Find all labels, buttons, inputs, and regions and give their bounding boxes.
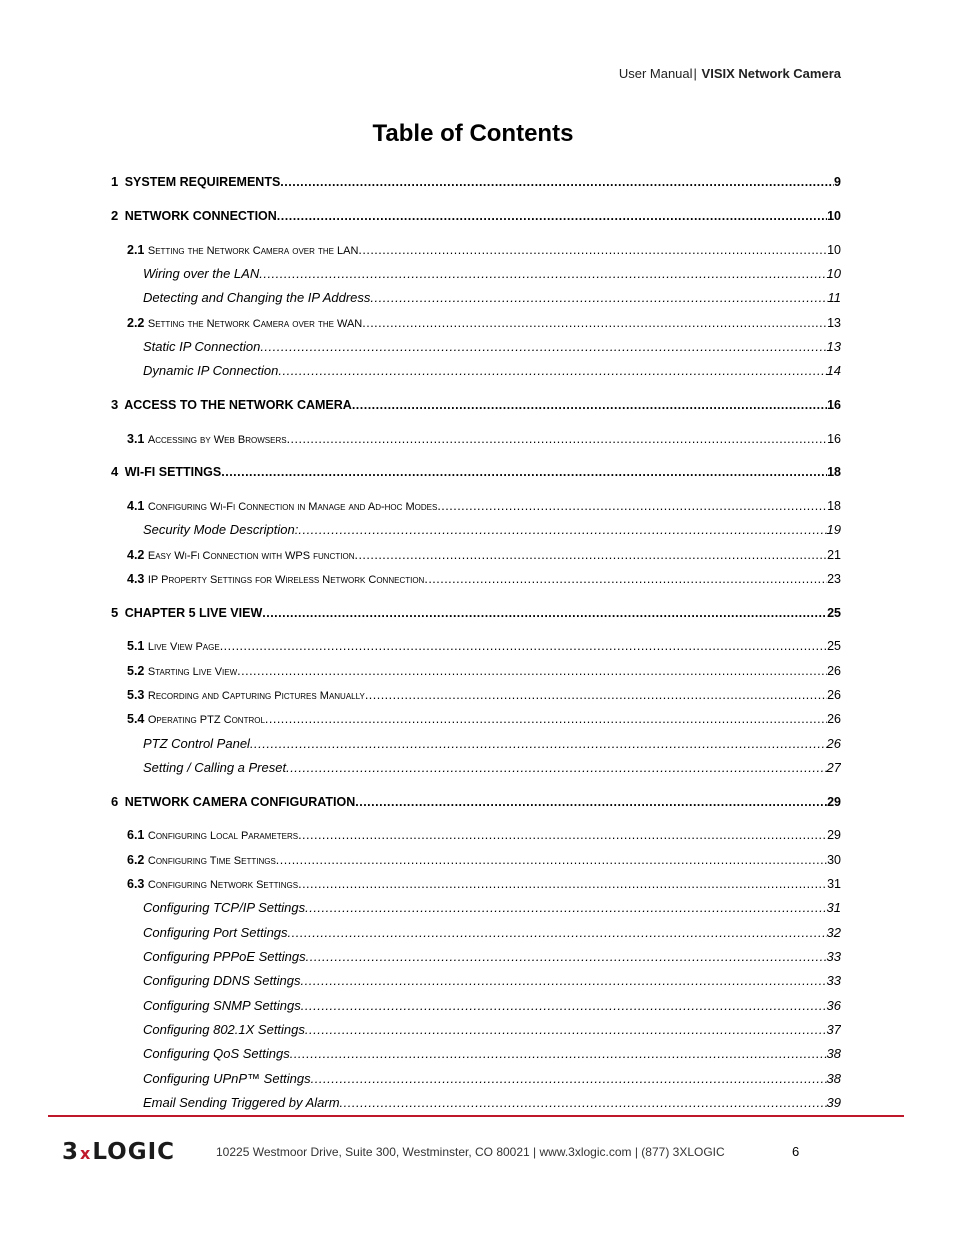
toc-entry-number: 4 xyxy=(111,464,119,479)
toc-entry-number: 5.1 xyxy=(127,639,145,653)
toc-entry-number: 5 xyxy=(111,605,119,620)
manual-label: User Manual xyxy=(618,66,693,81)
toc-leader-dots xyxy=(370,288,827,308)
toc-leader-dots xyxy=(237,661,827,681)
toc-entry-number: 2.1 xyxy=(127,243,145,257)
toc-entry[interactable] xyxy=(111,462,841,482)
toc-entry-label xyxy=(143,1093,340,1113)
toc-entry[interactable] xyxy=(143,520,841,540)
page-number: 6 xyxy=(792,1144,800,1159)
toc-entry[interactable] xyxy=(143,971,841,991)
toc-page-number: 19 xyxy=(826,522,841,537)
toc-page-number: 26 xyxy=(827,712,841,726)
toc-entry-text: Static IP Connection xyxy=(143,339,261,354)
toc-entry-number: 2.2 xyxy=(127,316,145,330)
toc-leader-dots xyxy=(298,825,827,845)
toc-entry-label xyxy=(143,361,278,381)
toc-entry-number: 6.2 xyxy=(127,853,145,867)
toc-entry[interactable] xyxy=(127,685,841,705)
toc-entry-label xyxy=(111,603,262,623)
header-separator: | xyxy=(693,66,697,81)
toc-page-number: 9 xyxy=(834,175,841,189)
toc-entry-number: 6.1 xyxy=(127,828,145,842)
toc-page-number: 18 xyxy=(827,465,841,479)
toc-leader-dots xyxy=(260,337,826,357)
toc-page-number: 31 xyxy=(826,900,841,915)
toc-entry-label xyxy=(143,1044,290,1064)
toc-page-number: 18 xyxy=(827,499,841,513)
logo-suffix: LOGIC xyxy=(92,1139,176,1165)
toc-entry-label xyxy=(127,874,298,894)
toc-entry[interactable] xyxy=(111,172,841,192)
toc-entry-text: Setting the Network Camera over the WAN xyxy=(147,318,363,330)
toc-page-number: 38 xyxy=(826,1071,841,1086)
toc-entry-text: Configuring Wi-Fi Connection in Manage and Ad-hoc Modes xyxy=(147,501,438,513)
toc-entry[interactable] xyxy=(111,206,841,226)
toc-page-number: 38 xyxy=(826,1046,841,1061)
toc-entry-label xyxy=(111,206,277,226)
toc-entry-label xyxy=(143,288,370,308)
toc-page-number: 29 xyxy=(827,828,841,842)
toc-entry[interactable] xyxy=(143,923,841,943)
toc-entry-label xyxy=(111,792,355,812)
toc-entry-text: Security Mode Description: xyxy=(143,522,299,537)
toc-entry-text: Recording and Capturing Pictures Manually xyxy=(147,690,365,702)
toc-entry-text: Setting / Calling a Preset xyxy=(143,760,287,775)
toc-entry[interactable] xyxy=(127,569,841,589)
toc-entry-number: 4.1 xyxy=(127,499,145,513)
toc-entry-label xyxy=(127,825,298,845)
toc-entry[interactable] xyxy=(127,240,841,260)
toc-entry-text: Configuring UPnP™ Settings xyxy=(143,1071,311,1086)
toc-leader-dots xyxy=(311,1069,827,1089)
toc-entry-label xyxy=(127,496,437,516)
toc-entry-text: Configuring Time Settings xyxy=(147,855,276,867)
logo-x: x xyxy=(80,1144,92,1163)
toc-entry[interactable] xyxy=(111,792,841,812)
toc-entry[interactable] xyxy=(127,874,841,894)
toc-entry-label xyxy=(127,661,237,681)
toc-entry[interactable] xyxy=(127,429,841,449)
toc-leader-dots xyxy=(298,520,826,540)
toc-entry[interactable] xyxy=(143,337,841,357)
toc-leader-dots xyxy=(288,923,827,943)
toc-entry[interactable] xyxy=(127,850,841,870)
toc-entry-text: PTZ Control Panel xyxy=(143,736,250,751)
toc-leader-dots xyxy=(220,636,827,656)
toc-leader-dots xyxy=(262,603,827,623)
toc-page-number: 26 xyxy=(827,688,841,702)
toc-entry-text: Configuring Port Settings xyxy=(143,925,288,940)
toc-entry-text: Wiring over the LAN xyxy=(143,266,260,281)
toc-entry-text: NETWORK CAMERA CONFIGURATION xyxy=(124,795,356,809)
toc-entry[interactable] xyxy=(127,709,841,729)
toc-leader-dots xyxy=(301,971,827,991)
toc-entry-number: 2 xyxy=(111,208,119,223)
toc-page-number: 16 xyxy=(827,432,841,446)
toc-leader-dots xyxy=(424,569,827,589)
toc-page-number: 11 xyxy=(827,290,841,305)
toc-entry-label xyxy=(127,636,220,656)
toc-entry-text: Starting Live View xyxy=(147,666,238,678)
toc-entry[interactable] xyxy=(127,545,841,565)
toc-page-number: 23 xyxy=(827,572,841,586)
toc-page-number: 31 xyxy=(827,877,841,891)
toc-entry-label xyxy=(127,429,287,449)
toc-entry-text: Live View Page xyxy=(147,641,220,653)
toc-entry-text: Dynamic IP Connection xyxy=(143,363,279,378)
toc-entry-text: ACCESS TO THE NETWORK CAMERA xyxy=(124,398,352,412)
toc-entry-label xyxy=(143,758,286,778)
toc-leader-dots xyxy=(305,1020,827,1040)
toc-entry-label xyxy=(127,545,354,565)
toc-entry[interactable] xyxy=(143,1020,841,1040)
toc-entry[interactable] xyxy=(143,1069,841,1089)
toc-entry-number: 4.2 xyxy=(127,548,145,562)
logo-prefix: 3 xyxy=(62,1139,80,1165)
toc-page-number: 36 xyxy=(826,998,841,1013)
toc-entry-text: Operating PTZ Control xyxy=(147,714,265,726)
toc-entry[interactable] xyxy=(143,288,841,308)
toc-entry[interactable] xyxy=(143,996,841,1016)
toc-entry-number: 6 xyxy=(111,794,119,809)
toc-entry-label xyxy=(143,1069,311,1089)
toc-entry[interactable] xyxy=(111,395,841,415)
toc-entry[interactable] xyxy=(111,603,841,623)
toc-page-number: 29 xyxy=(827,795,841,809)
toc-leader-dots xyxy=(286,758,826,778)
footer-divider xyxy=(48,1115,904,1117)
toc-entry-number: 3 xyxy=(111,397,119,412)
toc-page-number: 25 xyxy=(827,639,841,653)
toc-leader-dots xyxy=(358,240,827,260)
toc-leader-dots xyxy=(352,395,827,415)
toc-entry-number: 5.2 xyxy=(127,664,145,678)
toc-entry-text: Setting the Network Camera over the LAN xyxy=(147,245,359,257)
toc-leader-dots xyxy=(276,850,827,870)
toc-entry-text: SYSTEM REQUIREMENTS xyxy=(124,175,281,189)
toc-entry-text: Easy Wi-Fi Connection with WPS function xyxy=(147,550,355,562)
toc-page-number: 13 xyxy=(826,339,841,354)
toc-entry-label xyxy=(127,685,365,705)
toc-entry-text: Configuring TCP/IP Settings xyxy=(143,900,306,915)
toc-entry-label xyxy=(127,569,424,589)
toc-entry-text: Configuring Network Settings xyxy=(147,879,299,891)
toc-entry[interactable] xyxy=(127,496,841,516)
toc-entry-label xyxy=(143,898,305,918)
toc-entry-text: Configuring PPPoE Settings xyxy=(143,949,306,964)
toc-entry-text: Email Sending Triggered by Alarm xyxy=(143,1095,340,1110)
toc-page-number: 10 xyxy=(827,243,841,257)
toc-leader-dots xyxy=(365,685,827,705)
toc-entry[interactable] xyxy=(143,947,841,967)
toc-entry-label xyxy=(143,947,306,967)
toc-leader-dots xyxy=(287,429,828,449)
toc-entry[interactable] xyxy=(143,1093,841,1113)
toc-page-number: 39 xyxy=(826,1095,841,1110)
toc-entry-text: Configuring DDNS Settings xyxy=(143,973,301,988)
toc-leader-dots xyxy=(355,792,827,812)
toc-entry-label xyxy=(143,337,260,357)
toc-entry-text: Configuring QoS Settings xyxy=(143,1046,290,1061)
toc-page-number: 14 xyxy=(826,363,841,378)
toc-entry[interactable] xyxy=(127,825,841,845)
toc-entry[interactable] xyxy=(127,313,841,333)
toc-page-number: 10 xyxy=(826,266,841,281)
toc-leader-dots xyxy=(221,462,827,482)
product-name: VISIX Network Camera xyxy=(701,66,841,81)
toc-entry-label xyxy=(111,172,280,192)
toc-leader-dots xyxy=(306,947,827,967)
toc-entry[interactable] xyxy=(143,264,841,284)
toc-leader-dots xyxy=(259,264,826,284)
toc-entry-label xyxy=(127,709,265,729)
toc-entry-label xyxy=(111,395,352,415)
toc-entry-text: CHAPTER 5 LIVE VIEW xyxy=(124,606,263,620)
toc-entry-number: 6.3 xyxy=(127,877,145,891)
toc-entry-number: 4.3 xyxy=(127,572,145,586)
toc-entry-number: 5.3 xyxy=(127,688,145,702)
toc-entry-text: Accessing by Web Browsers xyxy=(147,434,287,446)
company-logo xyxy=(62,1140,175,1164)
toc-entry[interactable] xyxy=(143,758,841,778)
toc-entry-text: IP Property Settings for Wireless Network Connection xyxy=(147,574,425,586)
toc-leader-dots xyxy=(277,206,827,226)
toc-entry-label xyxy=(111,462,221,482)
toc-page-number: 16 xyxy=(827,398,841,412)
toc-entry[interactable] xyxy=(143,361,841,381)
toc-entry-label xyxy=(127,850,276,870)
toc-entry-text: WI-FI SETTINGS xyxy=(124,465,222,479)
toc-entry[interactable] xyxy=(127,661,841,681)
toc-leader-dots xyxy=(290,1044,827,1064)
toc-entry-number: 3.1 xyxy=(127,432,145,446)
toc-entry-label xyxy=(143,996,301,1016)
toc-entry[interactable] xyxy=(127,636,841,656)
toc-entry-label xyxy=(127,313,362,333)
toc-leader-dots xyxy=(278,361,826,381)
toc-entry-number: 1 xyxy=(111,174,119,189)
toc-leader-dots xyxy=(340,1093,827,1113)
toc-leader-dots xyxy=(280,172,834,192)
toc-page-number: 21 xyxy=(827,548,841,562)
toc-entry-label xyxy=(143,923,288,943)
toc-entry-label xyxy=(143,264,259,284)
toc-leader-dots xyxy=(305,898,826,918)
toc-entry-label xyxy=(143,734,250,754)
toc-entry[interactable] xyxy=(143,898,841,918)
toc-leader-dots xyxy=(298,874,827,894)
toc-leader-dots xyxy=(354,545,827,565)
toc-page-number: 26 xyxy=(827,664,841,678)
toc-entry-text: Configuring SNMP Settings xyxy=(143,998,301,1013)
toc-entry-label xyxy=(143,971,301,991)
toc-page-number: 33 xyxy=(826,949,841,964)
toc-entry[interactable] xyxy=(143,1044,841,1064)
toc-entry-text: Configuring Local Parameters xyxy=(147,830,299,842)
toc-leader-dots xyxy=(301,996,827,1016)
toc-entry-label xyxy=(143,1020,305,1040)
toc-entry[interactable] xyxy=(143,734,841,754)
page-title: Table of Contents xyxy=(372,120,574,147)
toc-entry-label xyxy=(127,240,358,260)
toc-page-number: 25 xyxy=(827,606,841,620)
toc-leader-dots xyxy=(250,734,827,754)
toc-page-number: 26 xyxy=(826,736,841,751)
toc-entry-text: Detecting and Changing the IP Address xyxy=(143,290,371,305)
toc-leader-dots xyxy=(265,709,827,729)
toc-page-number: 10 xyxy=(827,209,841,223)
toc-page-number: 27 xyxy=(826,760,841,775)
toc-leader-dots xyxy=(437,496,827,516)
toc-page-number: 33 xyxy=(826,973,841,988)
toc-entry-text: NETWORK CONNECTION xyxy=(124,209,277,223)
toc-entry-text: Configuring 802.1X Settings xyxy=(143,1022,305,1037)
toc-page-number: 30 xyxy=(827,853,841,867)
toc-page-number: 13 xyxy=(827,316,841,330)
toc-page-number: 32 xyxy=(826,925,841,940)
footer-address: 10225 Westmoor Drive, Suite 300, Westminster, CO 80021 | www.3xlogic.com | (877) 3XLOGIC xyxy=(216,1145,725,1159)
toc-leader-dots xyxy=(362,313,827,333)
toc-page-number: 37 xyxy=(826,1022,841,1037)
toc-entry-label xyxy=(143,520,298,540)
toc-entry-number: 5.4 xyxy=(127,712,145,726)
